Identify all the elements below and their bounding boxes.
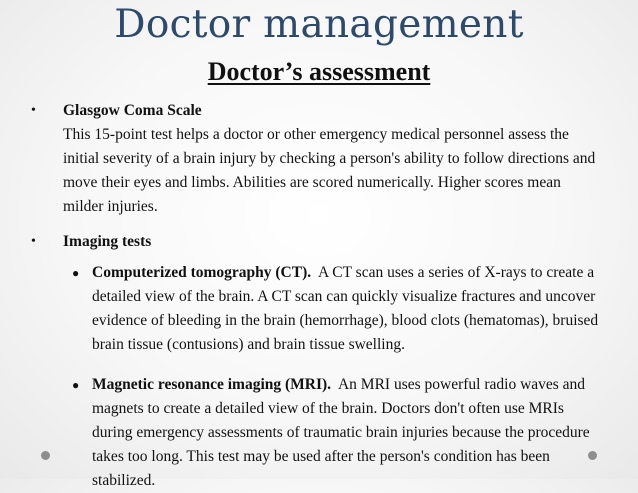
bullet-heading: Glasgow Coma Scale — [63, 102, 202, 119]
subbullet-marker: ● — [72, 378, 80, 392]
slide-content — [0, 99, 638, 493]
bullet-glasgow-coma-scale — [31, 99, 603, 219]
subbullet-marker: ● — [72, 266, 80, 280]
bullet-text: This 15-point test helps a doctor or other emergency medical personnel assess the initial severity of a brain injury by checking a person's ability to follow directions and move their eyes and limbs. Abilities are scored numerically. Higher scores mean milder injuries. — [63, 126, 596, 215]
slide-title: Doctor management — [114, 2, 524, 47]
slide-subtitle — [0, 57, 638, 87]
decorative-dot-right — [588, 451, 597, 460]
bullet-imaging-tests — [31, 230, 603, 254]
subbullet-heading: Magnetic resonance imaging (MRI). — [92, 376, 332, 393]
subbullet-text: A CT scan uses a series of X-rays to create a detailed view of the brain. A CT scan can quickly visualize fractures and uncover evidence of bleeding in the brain (hemorrhage), blood clots (hematomas), bruised brain tissue (contusions) and brain tissue swelling. — [92, 264, 599, 353]
bullet-marker: • — [31, 234, 36, 249]
bullet-heading: Imaging tests — [63, 233, 152, 250]
bullet-marker: • — [31, 103, 36, 118]
subbullet-text: An MRI uses powerful radio waves and magnets to create a detailed view of the brain. Doctors don't often use MRIs during emergency assessments of traumatic brain injuries because the procedure takes too long. This test may be used after the person's condition has been stabilized. — [92, 376, 590, 489]
decorative-dot-left — [41, 451, 50, 460]
subbullet-mri — [72, 373, 607, 493]
subbullet-ct — [72, 261, 607, 357]
subbullet-heading: Computerized tomography (CT). — [92, 264, 312, 281]
subtitle-text: Doctor’s assessment — [207, 57, 431, 86]
